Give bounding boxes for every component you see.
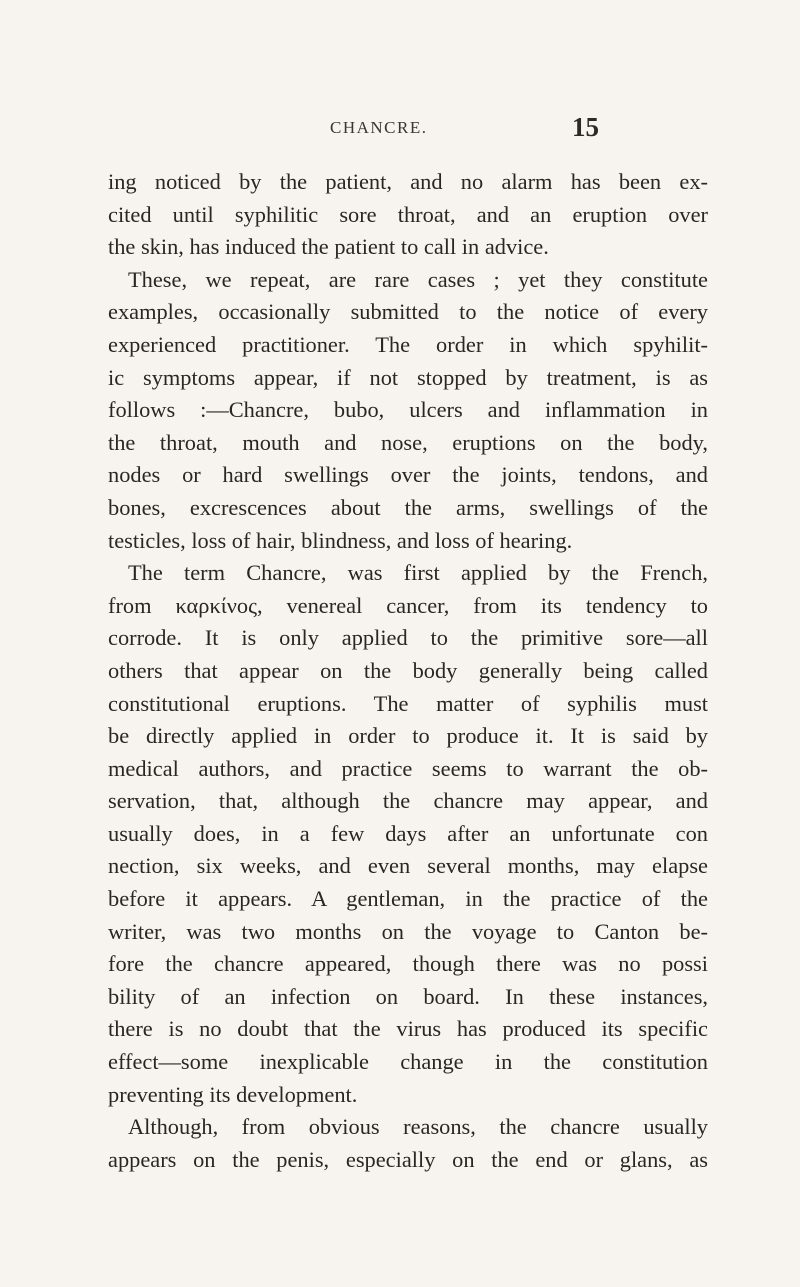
text-line: nodes or hard swellings over the joints, tendons, and (108, 462, 708, 488)
text-line: nection, six weeks, and even several months, may elapse (108, 853, 708, 879)
text-line: corrode. It is only applied to the primitive sore—all (108, 625, 708, 651)
text-line: ic symptoms appear, if not stopped by treatment, is as (108, 364, 708, 390)
text-line: servation, that, although the chancre may appear, and (108, 788, 708, 814)
text-line: cited until syphilitic sore throat, and an eruption over (108, 201, 708, 227)
text-line: These, we repeat, are rare cases ; yet they constitute (128, 266, 708, 292)
text-line: follows :—Chancre, bubo, ulcers and inflammation in (108, 397, 708, 423)
text-line: from καρκίνος, venereal cancer, from its tendency to (108, 592, 708, 618)
text-line: experienced practitioner. The order in which spyhilit- (108, 331, 708, 357)
text-line: fore the chancre appeared, though there was no possi (108, 951, 708, 977)
text-line: constitutional eruptions. The matter of syphilis must (108, 690, 708, 716)
text-line: effect—some inexplicable change in the constitution (108, 1049, 708, 1075)
text-line: Although, from obvious reasons, the chancre usually (128, 1114, 708, 1140)
text-line: there is no doubt that the virus has produced its specific (108, 1016, 708, 1042)
text-line: examples, occasionally submitted to the notice of every (108, 299, 708, 325)
running-head: CHANCRE. (330, 118, 428, 137)
page-number: 15 (572, 112, 599, 142)
text-line: The term Chancre, was first applied by the French, (128, 560, 708, 586)
page-header (0, 114, 800, 144)
text-line: appears on the penis, especially on the end or glans, as (108, 1146, 708, 1172)
text-line: ing noticed by the patient, and no alarm has been ex- (108, 169, 708, 194)
text-line: testicles, loss of hair, blindness, and loss of hearing. (108, 527, 573, 553)
text-line: medical authors, and practice seems to warrant the ob- (108, 755, 708, 781)
text-line: bones, excrescences about the arms, swellings of the (108, 494, 708, 520)
text-line: preventing its development. (108, 1081, 358, 1107)
text-line: before it appears. A gentleman, in the practice of the (108, 886, 708, 912)
text-line: the throat, mouth and nose, eruptions on the body, (108, 429, 708, 455)
text-line: others that appear on the body generally being called (108, 657, 708, 683)
body-text (108, 166, 708, 1176)
text-line: be directly applied in order to produce it. It is said by (108, 723, 708, 749)
text-line: usually does, in a few days after an unfortunate con (108, 820, 708, 846)
text-line: writer, was two months on the voyage to Canton be- (108, 918, 708, 944)
text-line: the skin, has induced the patient to call in advice. (108, 234, 549, 260)
text-line: bility of an infection on board. In these instances, (108, 983, 708, 1009)
